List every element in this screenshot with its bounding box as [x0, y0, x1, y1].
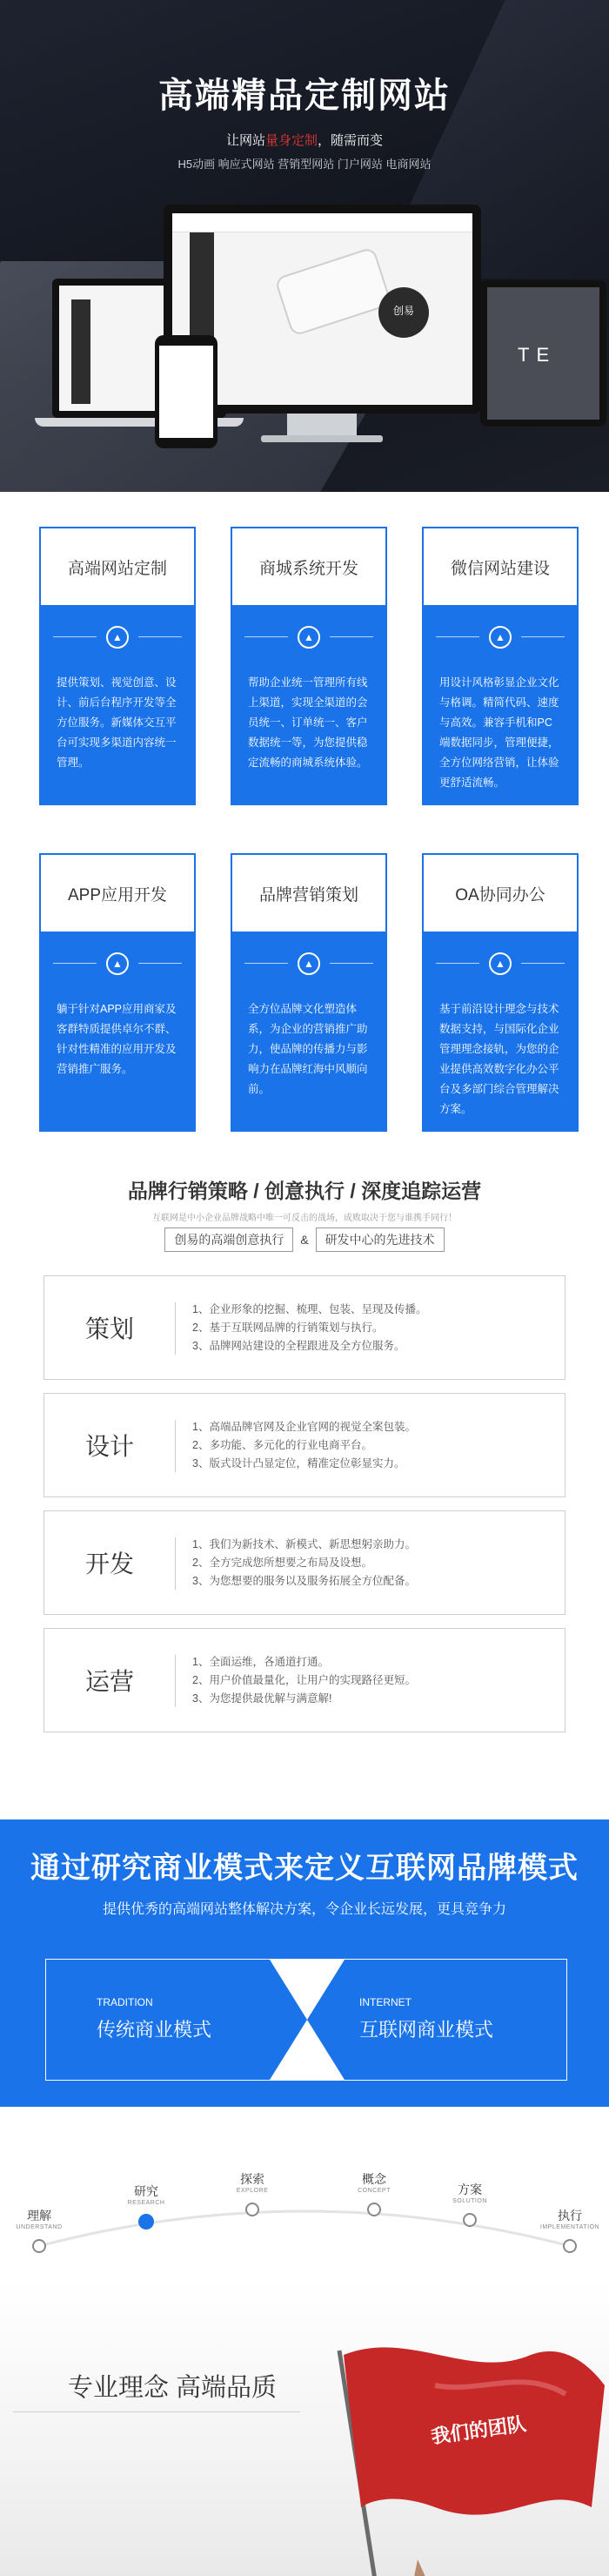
hero-subtitle-post: ，随需而变	[318, 133, 384, 148]
process-step-en: CONCEPT	[358, 2188, 391, 2194]
strategy-row	[44, 1275, 566, 1380]
process-step-dot[interactable]	[463, 2213, 477, 2227]
strategy-item: 3、品牌网站建设的全程跟进及全方位服务。	[192, 1340, 405, 1352]
right-model-label: 互联网商业模式	[359, 2019, 494, 2041]
service-card[interactable]	[422, 527, 579, 805]
process-curve	[0, 2107, 609, 2281]
service-card-desc: 基于前沿设计理念与技术数据支持，与国际化企业管理理念接轨，为您的企业提供高效数字化办公平台及多部门综合管理解决方案。	[439, 1003, 559, 1115]
service-card-title: 高端网站定制	[67, 559, 167, 578]
strategy-item: 3、为您想要的服务以及服务拓展全方位配备。	[192, 1575, 416, 1587]
brand-logo-circle: 创易	[378, 287, 429, 338]
services-section	[0, 492, 609, 1140]
strategy-item: 1、全面运维，各通道打通。	[192, 1656, 329, 1668]
strategy-title: 品牌行销策略 / 创意执行 / 深度追踪运营	[127, 1180, 482, 1202]
process-step-en: IMPLEMENTATION	[539, 2224, 600, 2230]
strategy-item: 2、基于互联网品牌的行销策划与执行。	[192, 1322, 384, 1334]
chevron-up-icon[interactable]: ▲	[298, 952, 320, 975]
service-card[interactable]	[39, 853, 196, 1132]
service-card-desc: 用设计风格彰显企业文化与格调。精简代码、速度与高效。兼容手机和PC端数据同步，管理便捷，全方位网络营销，让体验更舒适流畅。	[439, 676, 559, 789]
service-card-body	[41, 932, 194, 1130]
service-card[interactable]	[231, 527, 387, 805]
banner-title: 通过研究商业模式来定义互联网品牌模式	[30, 1852, 579, 1885]
process-step-dot[interactable]	[245, 2203, 259, 2216]
monitor-stand	[287, 414, 357, 438]
strategy-row-name: 设计	[84, 1433, 134, 1460]
process-step-label	[431, 2181, 509, 2204]
service-card-desc: 躺于针对APP应用商家及客群特质提供卓尔不群、针对性精准的应用开发及营销推广服务。	[57, 1003, 177, 1075]
strategy-tag: 研发中心的先进技术	[316, 1227, 445, 1252]
strategy-row-name: 策划	[84, 1315, 134, 1342]
strategy-item: 2、用户价值最量化，让用户的实现路径更短。	[192, 1674, 416, 1686]
chevron-up-icon[interactable]: ▲	[106, 626, 129, 649]
service-card-title: OA协同办公	[455, 885, 545, 905]
flag-text: 我们的团队	[429, 2412, 528, 2448]
strategy-amp: &	[300, 1233, 309, 1247]
strategy-row	[44, 1628, 566, 1732]
hero-service-list: H5动画 响应式网站 营销型网站 门户网站 电商网站	[177, 158, 432, 171]
process-step-dot[interactable]	[32, 2239, 46, 2253]
strategy-item: 1、高端品牌官网及企业官网的视觉全案包装。	[192, 1421, 416, 1433]
quality-divider	[13, 2411, 300, 2412]
hero-subtitle	[0, 131, 609, 149]
strategy-row-name: 运营	[84, 1668, 134, 1695]
team-flag-illustration	[304, 2333, 609, 2576]
monitor-stand-base	[261, 435, 383, 442]
quality-title: 专业理念 高端品质	[68, 2374, 278, 2402]
left-model-caption: TRADITION	[97, 1996, 153, 2008]
process-step-zh: 研究	[134, 2184, 158, 2198]
process-step-zh: 探索	[240, 2172, 264, 2186]
strategy-tags	[0, 1227, 609, 1252]
model-compare-box	[45, 1959, 567, 2081]
process-step-zh: 方案	[458, 2183, 482, 2196]
service-card-title: 微信网站建设	[450, 559, 550, 578]
right-model-caption: INTERNET	[359, 1996, 412, 2008]
chevron-up-icon[interactable]: ▲	[106, 952, 129, 975]
process-step-zh: 理解	[27, 2209, 51, 2223]
strategy-item: 3、版式设计凸显定位，精准定位彰显实力。	[192, 1457, 405, 1470]
strategy-item: 1、我们为新技术、新模式、新思想躬亲助力。	[192, 1538, 416, 1550]
process-section	[0, 2107, 609, 2576]
service-card-title: APP应用开发	[67, 885, 168, 905]
process-step-zh: 执行	[558, 2209, 582, 2223]
strategy-subtitle: 互联网是中小企业品牌战略中唯一可反击的战场，成败取决于您与谁携手同行！	[152, 1214, 457, 1223]
process-step-en: EXPLORE	[236, 2188, 269, 2194]
phone-illustration	[274, 246, 392, 337]
service-card-body	[41, 605, 194, 804]
hero-banner	[0, 0, 609, 492]
strategy-row	[44, 1393, 566, 1497]
service-card-body	[232, 932, 385, 1130]
tablet-screen-text: TE	[487, 287, 599, 420]
service-card-title: 品牌营销策划	[258, 885, 358, 905]
hero-title: 高端精品定制网站	[158, 77, 451, 115]
service-card-body	[424, 932, 577, 1130]
hero-subtitle-highlight: 量身定制	[264, 133, 318, 148]
process-step-dot[interactable]	[367, 2203, 381, 2216]
strategy-item: 2、多功能、多元化的行业电商平台。	[192, 1439, 372, 1451]
service-card-desc: 提供策划、视觉创意、设计、前后台程序开发等全方位服务。新媒体交互平台可实现多渠道内容统一管理。	[57, 676, 177, 769]
process-step-en: UNDERSTAND	[16, 2224, 63, 2230]
process-step-label	[0, 2207, 78, 2230]
service-card[interactable]	[231, 853, 387, 1132]
strategy-item: 3、为您提供最优解与满意解!	[192, 1692, 332, 1705]
process-step-en: SOLUTION	[452, 2198, 487, 2204]
strategy-row	[44, 1510, 566, 1615]
strategy-item: 2、全方完成您所想要之布局及设想。	[192, 1557, 372, 1569]
banner-subtitle: 提供优秀的高端网站整体解决方案，令企业长远发展，更具竞争力	[102, 1902, 506, 1917]
process-step-zh: 概念	[362, 2172, 386, 2186]
strategy-section	[0, 1140, 609, 1819]
phone-mockup	[155, 335, 218, 448]
process-step-en: RESEARCH	[127, 2200, 165, 2206]
chevron-up-icon[interactable]: ▲	[489, 626, 512, 649]
hourglass-shape	[270, 1960, 345, 2080]
service-card-desc: 全方位品牌文化塑造体系，为企业的营销推广助力，使品牌的传播力与影响力在品牌红海中风顺向前。	[248, 1003, 368, 1095]
strategy-item: 1、企业形象的挖掘、梳理、包装、呈现及传播。	[192, 1303, 427, 1315]
service-card-body	[424, 605, 577, 804]
service-card-title: 商城系统开发	[258, 559, 358, 578]
chevron-up-icon[interactable]: ▲	[298, 626, 320, 649]
process-step-label	[531, 2207, 609, 2230]
service-card-desc: 帮助企业统一管理所有线上渠道，实现全渠道的会员统一、订单统一、客户数据统一等，为您提供稳定流畅的商城系统体验。	[248, 676, 368, 769]
business-model-banner	[0, 1819, 609, 2107]
process-step-label	[335, 2170, 413, 2194]
strategy-tag: 创易的高端创意执行	[164, 1227, 293, 1252]
process-step-label	[213, 2170, 291, 2194]
service-card[interactable]	[39, 527, 196, 805]
service-card[interactable]	[422, 853, 579, 1132]
tablet-mockup	[480, 280, 606, 427]
service-card-body	[232, 605, 385, 804]
process-step-dot[interactable]	[138, 2214, 154, 2230]
quality-panel	[0, 2281, 609, 2576]
process-step-dot[interactable]	[563, 2239, 577, 2253]
chevron-up-icon[interactable]: ▲	[489, 952, 512, 975]
strategy-row-name: 开发	[84, 1550, 134, 1577]
process-step-label	[107, 2183, 185, 2206]
hero-subtitle-pre: 让网站	[225, 133, 265, 148]
left-model-label: 传统商业模式	[97, 2019, 212, 2041]
